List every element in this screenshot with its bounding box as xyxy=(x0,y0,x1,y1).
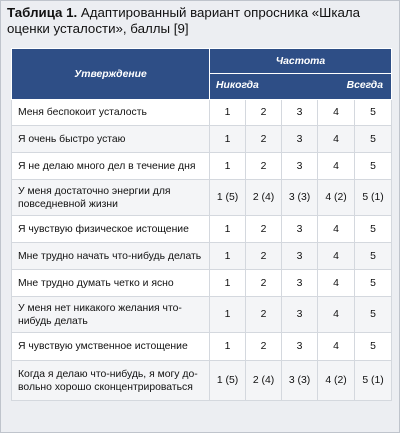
statement-cell: У меня нет никакого желания что-нибудь делать xyxy=(12,297,210,333)
frequency-value-cell: 2 xyxy=(246,270,282,297)
table-row xyxy=(12,153,392,180)
frequency-value-cell: 1 xyxy=(210,333,246,361)
frequency-value-cell: 2 xyxy=(246,243,282,270)
caption-label: Таблица 1. xyxy=(7,5,78,20)
table-row xyxy=(12,180,392,216)
frequency-value-cell: 2 (4) xyxy=(246,180,282,216)
caption-text: Адаптированный вариант опросника «Шкала оценки усталости», баллы [9] xyxy=(7,5,361,36)
statement-cell: Я чувствую умственное истощение xyxy=(12,333,210,361)
statement-cell: Я чувствую физическое истощение xyxy=(12,216,210,243)
frequency-value-cell: 2 xyxy=(246,100,282,126)
header-frequency: Частота xyxy=(210,49,392,74)
table-row xyxy=(12,126,392,153)
frequency-value-cell: 3 (3) xyxy=(282,361,318,401)
frequency-value-cell: 3 (3) xyxy=(282,180,318,216)
frequency-value-cell: 5 xyxy=(355,153,392,180)
frequency-value-cell: 1 xyxy=(210,100,246,126)
frequency-value-cell: 4 (2) xyxy=(318,361,355,401)
scale-never-label: Никогда xyxy=(216,79,259,91)
frequency-value-cell: 2 xyxy=(246,126,282,153)
frequency-value-cell: 1 (5) xyxy=(210,180,246,216)
frequency-value-cell: 2 xyxy=(246,333,282,361)
frequency-value-cell: 4 xyxy=(318,270,355,297)
statement-cell: Мне трудно думать четко и ясно xyxy=(12,270,210,297)
table-row xyxy=(12,297,392,333)
frequency-value-cell: 1 (5) xyxy=(210,361,246,401)
frequency-value-cell: 4 xyxy=(318,333,355,361)
scale-always-label: Всегда xyxy=(346,79,383,91)
frequency-value-cell: 4 xyxy=(318,297,355,333)
table-row xyxy=(12,243,392,270)
frequency-value-cell: 3 xyxy=(282,100,318,126)
frequency-value-cell: 2 xyxy=(246,297,282,333)
frequency-value-cell: 5 (1) xyxy=(355,361,392,401)
table-caption xyxy=(7,5,393,37)
header-scale xyxy=(210,74,392,100)
frequency-value-cell: 3 xyxy=(282,153,318,180)
frequency-value-cell: 5 xyxy=(355,243,392,270)
frequency-value-cell: 1 xyxy=(210,297,246,333)
frequency-value-cell: 3 xyxy=(282,333,318,361)
frequency-value-cell: 1 xyxy=(210,126,246,153)
statement-cell: Я очень быстро устаю xyxy=(12,126,210,153)
frequency-value-cell: 2 xyxy=(246,216,282,243)
frequency-value-cell: 4 xyxy=(318,126,355,153)
frequency-value-cell: 2 xyxy=(246,153,282,180)
frequency-value-cell: 1 xyxy=(210,243,246,270)
frequency-value-cell: 3 xyxy=(282,243,318,270)
statement-cell: Мне трудно начать что-нибудь делать xyxy=(12,243,210,270)
fatigue-scale-table xyxy=(11,48,392,401)
table-row xyxy=(12,100,392,126)
frequency-value-cell: 3 xyxy=(282,126,318,153)
statement-cell: Я не делаю много дел в течение дня xyxy=(12,153,210,180)
frequency-value-cell: 5 xyxy=(355,333,392,361)
frequency-value-cell: 1 xyxy=(210,153,246,180)
frequency-value-cell: 1 xyxy=(210,216,246,243)
frequency-value-cell: 5 xyxy=(355,216,392,243)
frequency-value-cell: 5 xyxy=(355,297,392,333)
frequency-value-cell: 1 xyxy=(210,270,246,297)
header-statement: Утверждение xyxy=(12,49,210,100)
frequency-value-cell: 5 (1) xyxy=(355,180,392,216)
statement-cell: Меня беспокоит усталость xyxy=(12,100,210,126)
frequency-value-cell: 4 xyxy=(318,243,355,270)
table-body xyxy=(12,100,392,401)
frequency-value-cell: 3 xyxy=(282,297,318,333)
frequency-value-cell: 4 xyxy=(318,153,355,180)
frequency-value-cell: 4 xyxy=(318,216,355,243)
table-row xyxy=(12,361,392,401)
statement-cell: У меня достаточно энергии для повседневной жизни xyxy=(12,180,210,216)
frequency-value-cell: 3 xyxy=(282,216,318,243)
frequency-value-cell: 4 xyxy=(318,100,355,126)
statement-cell: Когда я делаю что-нибудь, я могу до-вольно хорошо сконцентрироваться xyxy=(12,361,210,401)
frequency-value-cell: 5 xyxy=(355,270,392,297)
frequency-value-cell: 5 xyxy=(355,126,392,153)
frequency-value-cell: 4 (2) xyxy=(318,180,355,216)
table-row xyxy=(12,216,392,243)
frequency-value-cell: 5 xyxy=(355,100,392,126)
frequency-value-cell: 3 xyxy=(282,270,318,297)
frequency-value-cell: 2 (4) xyxy=(246,361,282,401)
table-row xyxy=(12,333,392,361)
table-row xyxy=(12,270,392,297)
